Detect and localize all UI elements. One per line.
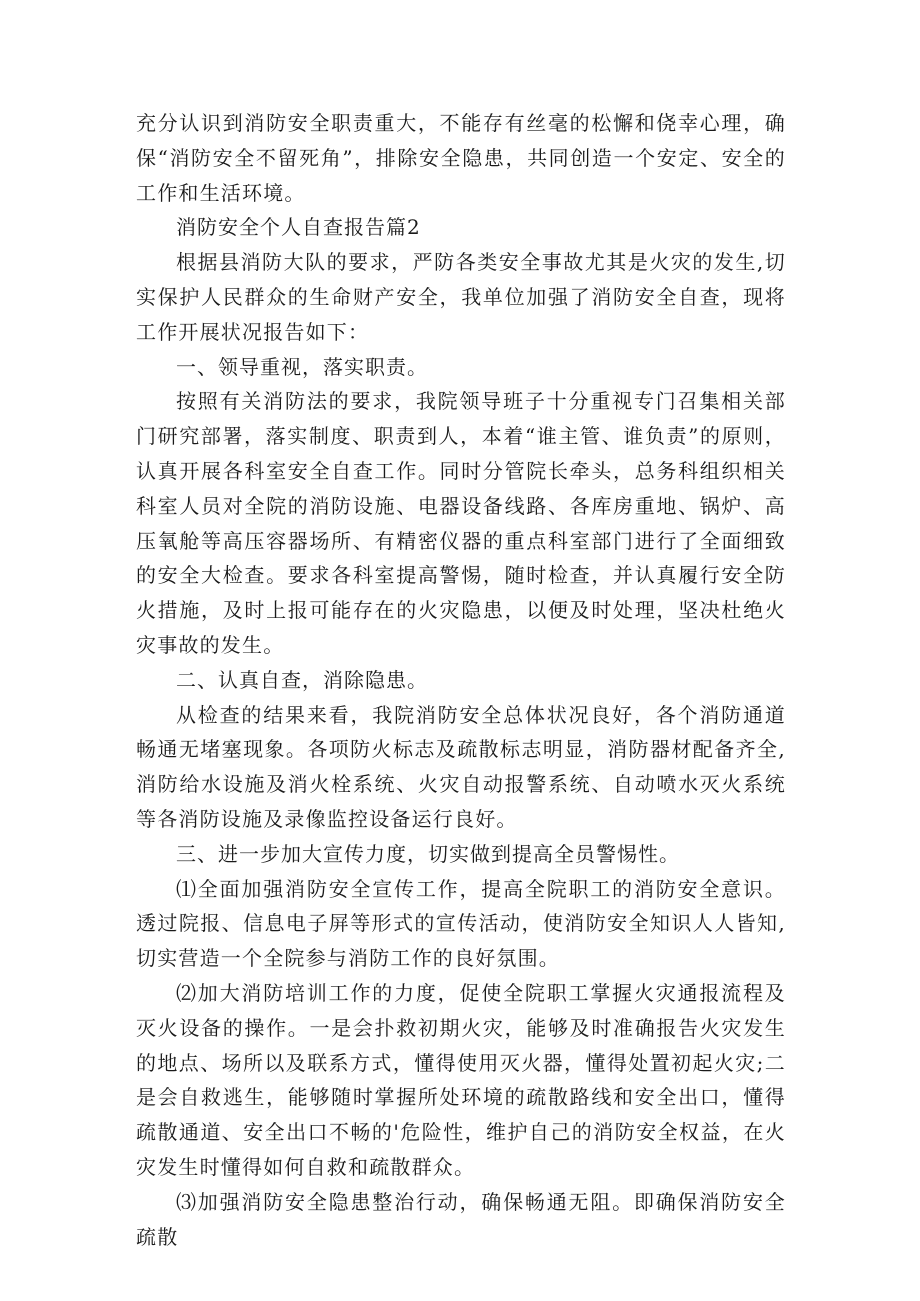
heading-self-inspection: 二、认真自查，消除隐患。 <box>176 667 428 692</box>
paragraph-self-inspection: 从检查的结果来看，我院消防安全总体状况良好，各个消防通道畅通无堵塞现象。各项防火标志及疏散标志明显，消防器材配备齐全,消防给水设施及消火栓系统、火灾自动报警系统、自动喷水灭火系统等各消防设施及录像监控设备运行良好。 <box>136 702 786 831</box>
heading-leadership: 一、领导重视，落实职责。 <box>176 354 428 379</box>
paragraph-intro: 充分认识到消防安全职责重大，不能存有丝毫的松懈和侥幸心理，确保“消防安全不留死角”，排除安全隐患，共同创造一个安定、安全的工作和生活环境。 <box>136 111 786 205</box>
paragraph-leadership: 按照有关消防法的要求，我院领导班子十分重视专门召集相关部门研究部署，落实制度、职责到人，本着“谁主管、谁负责”的原则，认真开展各科室安全自查工作。同时分管院长牵头，总务科组织相关科室人员对全院的消防设施、电器设备线路、各库房重地、锅炉、高压氧舱等高压容器场所、有精密仪器的重点科室部门进行了全面细致的安全大检查。要求各科室提高警惕，随时检查，并认真履行安全防火措施，及时上报可能存在的火灾隐患，以便及时处理，坚决杜绝火灾事故的发生。 <box>136 389 786 657</box>
document-page <box>136 106 786 1254</box>
paragraph-item-2: ⑵加大消防培训工作的力度，促使全院职工掌握火灾通报流程及灭火设备的操作。一是会扑救初期火灾，能够及时准确报告火灾发生的地点、场所以及联系方式，懂得使用灭火器，懂得处置初起火灾;二是会自救逃生，能够随时掌握所处环境的疏散路线和安全出口，懂得疏散通道、安全出口不畅的'危险性，维护自己的消防安全权益，在火灾发生时懂得如何自救和疏散群众。 <box>136 980 786 1179</box>
paragraph-report-intro: 根据县消防大队的要求，严防各类安全事故尤其是火灾的发生,切实保护人民群众的生命财产安全，我单位加强了消防安全自查，现将工作开展状况报告如下： <box>136 250 786 344</box>
paragraph-item-3: ⑶加强消防安全隐患整治行动，确保畅通无阻。即确保消防安全疏散 <box>136 1189 786 1249</box>
paragraph-item-1: ⑴全面加强消防安全宣传工作，提高全院职工的消防安全意识。透过院报、信息电子屏等形式的宣传活动，使消防安全知识人人皆知,切实营造一个全院参与消防工作的良好氛围。 <box>136 876 786 971</box>
heading-publicity: 三、进一步加大宣传力度，切实做到提高全员警惕性。 <box>176 841 680 866</box>
section-title: 消防安全个人自查报告篇2 <box>176 215 421 240</box>
